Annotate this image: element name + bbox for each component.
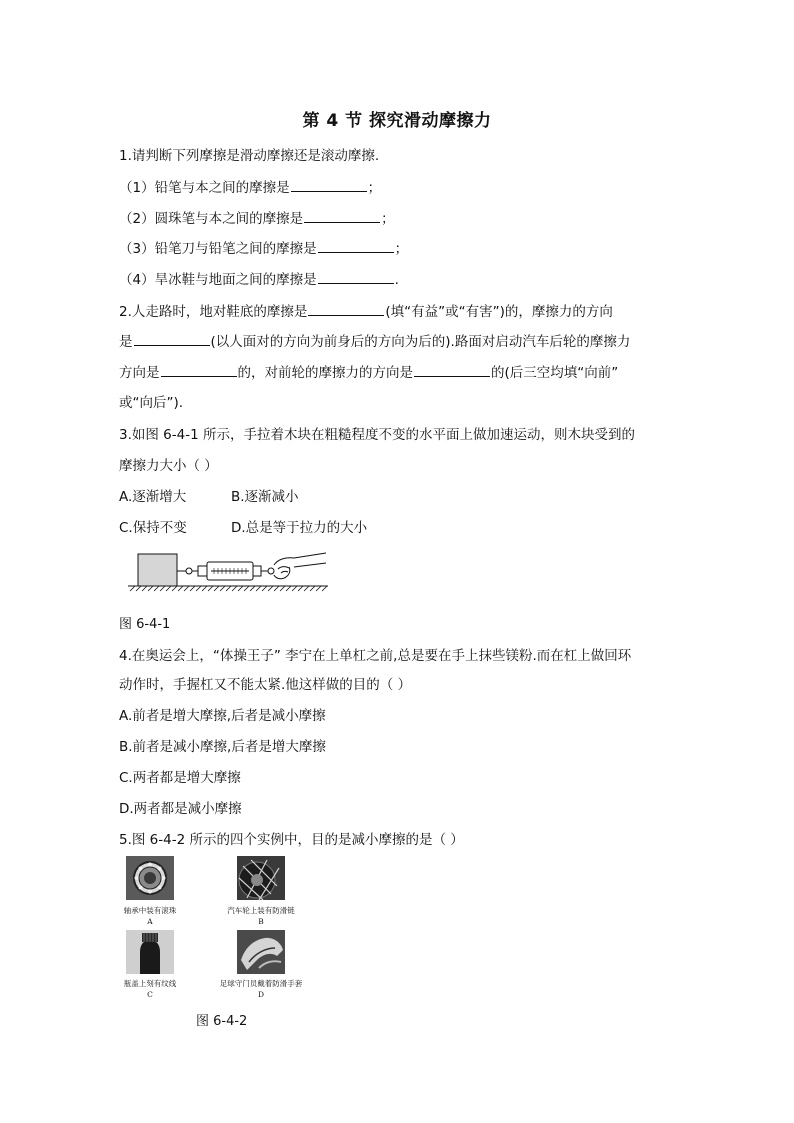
bearing-photo [126,856,174,900]
q4-line-1: 4.在奥运会上，“体操王子” 李宁在上单杠之前,总是要在手上抹些镁粉.而在杠上做回环 [119,648,632,664]
answer-blank[interactable] [308,301,384,316]
answer-blank[interactable] [318,238,394,253]
photo-b-caption: 汽车轮上装有防滑链 B [227,906,295,926]
answer-blank[interactable] [291,177,367,192]
page-title: 第 4 节 探究滑动摩擦力 [302,111,492,131]
q3-line-2: 摩擦力大小（ ） [119,458,218,474]
answer-blank[interactable] [304,208,380,223]
photo-c-caption: 瓶盖上刻有纹线 C [123,979,177,999]
q5-stem: 5.图 6-4-2 所示的四个实例中，目的是减小摩擦的是（ ） [119,832,464,848]
bottle-cap-icon [126,930,174,974]
q3-option-b[interactable]: B.逐渐减小 [231,489,299,505]
figure-6-4-2-caption: 图 6-4-2 [196,1014,248,1029]
glove-icon [237,930,285,974]
hand-icon [274,553,326,579]
wooden-block [138,554,177,586]
q4-option-b[interactable]: B.前者是减小摩擦,后者是增大摩擦 [119,739,326,755]
q4-option-c[interactable]: C.两者都是增大摩擦 [119,770,241,786]
ball-bearing-icon [126,856,174,900]
tire-chain-icon [237,856,285,900]
q4-option-a[interactable]: A.前者是增大摩擦,后者是减小摩擦 [119,708,326,724]
q2-line-4: 或“向后”). [119,395,184,411]
photo-d-caption: 足球守门员戴着防滑手套 D [219,979,303,999]
figure-6-4-1-caption: 图 6-4-1 [119,617,171,632]
q1-item-4: （4）旱冰鞋与地面之间的摩擦是 . [119,269,399,290]
q2-line-2: 是 (以人面对的方向为前身后的方向为后的).路面对启动汽车后轮的摩擦力 [119,331,630,352]
q1-item-2: （2）圆珠笔与本之间的摩擦是 ； [119,208,395,229]
q1-item-3: （3）铅笔刀与铅笔之间的摩擦是 ； [119,238,408,259]
q3-option-c[interactable]: C.保持不变 [119,520,187,536]
q1-item-1: （1）铅笔与本之间的摩擦是 ； [119,177,381,198]
bottle-cap-photo [126,930,174,974]
spring-scale [177,562,274,580]
q2-line-3: 方向是 的，对前轮的摩擦力的方向是 的(后三空均填“向前” [119,362,618,383]
answer-blank[interactable] [414,362,490,377]
tire-chain-photo [237,856,285,900]
q3-option-a[interactable]: A.逐渐增大 [119,489,187,505]
ground-surface [128,586,328,591]
q1-stem: 1.请判断下列摩擦是滑动摩擦还是滚动摩擦. [119,148,380,164]
q3-option-d[interactable]: D.总是等于拉力的大小 [231,520,368,536]
q4-option-d[interactable]: D.两者都是减小摩擦 [119,801,242,817]
answer-blank[interactable] [161,362,237,377]
goalkeeper-glove-photo [237,930,285,974]
answer-blank[interactable] [134,331,210,346]
answer-blank[interactable] [318,269,394,284]
q4-line-2: 动作时，手握杠又不能太紧.他这样做的目的（ ） [119,677,412,693]
figure-6-4-1-diagram [126,545,332,595]
q2-line-1: 2.人走路时，地对鞋底的摩擦是 (填“有益”或“有害”)的，摩擦力的方向 [119,301,613,322]
q3-line-1: 3.如图 6-4-1 所示，手拉着木块在粗糙程度不变的水平面上做加速运动，则木块受到的 [119,427,635,443]
photo-a-caption: 轴承中装有滚珠 A [123,906,177,926]
